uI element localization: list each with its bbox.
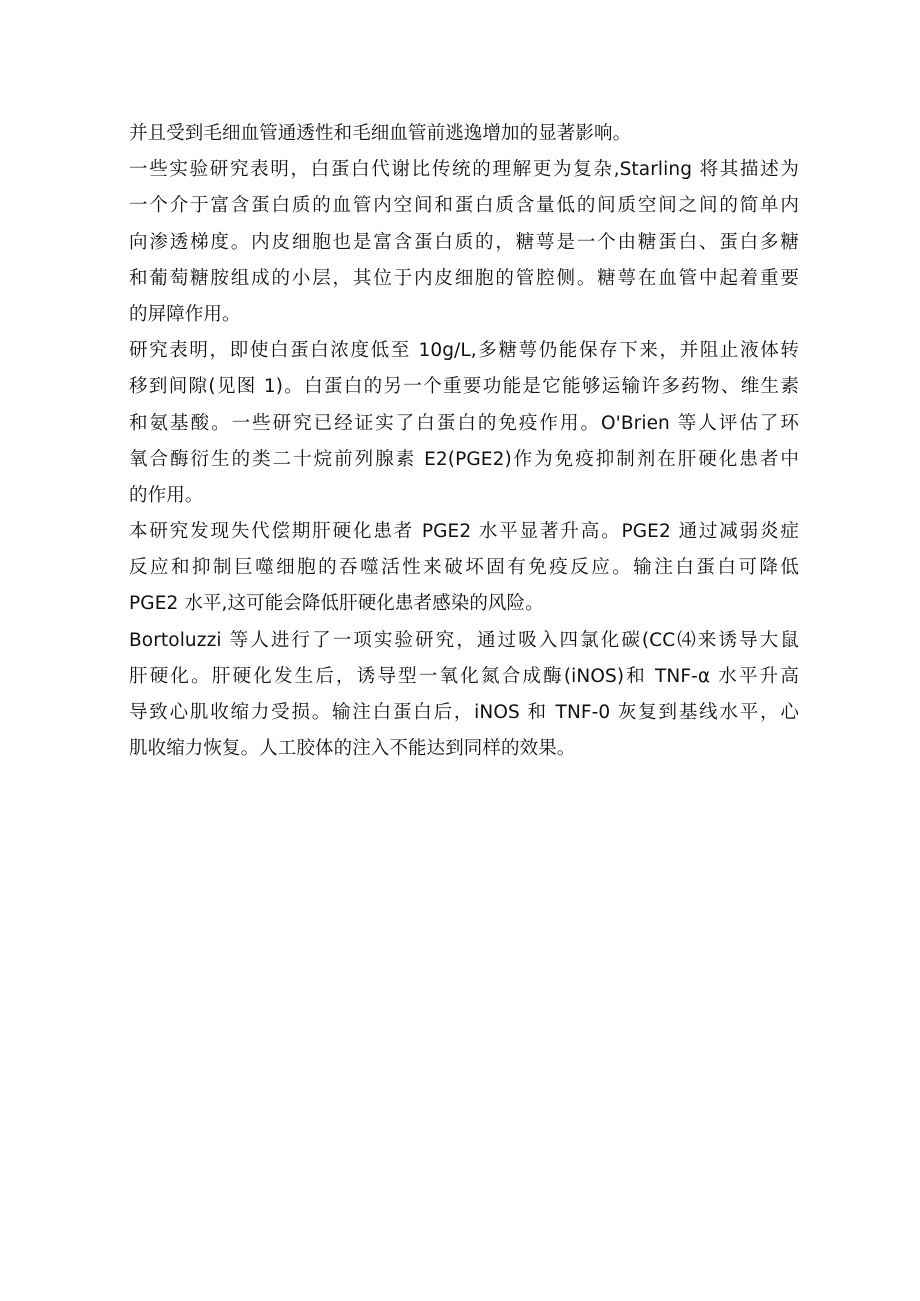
text-line: 氧合酶衍生的类二十烷前列腺素 E2(PGE2)作为免疫抑制剂在肝硬化患者中 — [129, 448, 799, 470]
text-line: 导致心肌收缩力受损。输注白蛋白后，iNOS 和 TNF-0 灰复到基线水平，心 — [129, 702, 799, 723]
text-line: 向渗透梯度。内皮细胞也是富含蛋白质的，糖萼是一个由糖蛋白、蛋白多糖 — [129, 231, 799, 253]
document-body — [129, 116, 799, 767]
text-line: 一些实验研究表明，白蛋白代谢比传统的理解更为复杂,Starling 将其描述为 — [129, 159, 799, 181]
text-line: 肌收缩力恢复。人工胶体的注入不能达到同样的效果。 — [129, 738, 576, 760]
text-line: 肝硬化。肝硬化发生后，诱导型一氧化氮合成酶(iNOS)和 TNF-α 水平升高 — [129, 665, 799, 687]
text-line: 并且受到毛细血管通透性和毛细血管前逃逸增加的显著影响。 — [129, 123, 632, 144]
text-line: PGE2 水平,这可能会降低肝硬化患者感染的风险。 — [129, 593, 544, 615]
text-line: 反应和抑制巨噬细胞的吞噬活性来破坏固有免疫反应。输注白蛋白可降低 — [129, 557, 799, 579]
text-line: 研究表明，即使白蛋白浓度低至 10g/L,多糖萼仍能保存下来，并阻止液体转 — [129, 340, 799, 362]
text-line: 的屏障作用。 — [129, 303, 241, 325]
text-line: Bortoluzzi 等人进行了一项实验研究，通过吸入四氯化碳(CC⑷来诱导大鼠 — [129, 629, 799, 651]
text-line: 和葡萄糖胺组成的小层，其位于内皮细胞的管腔侧。糖萼在血管中起着重要 — [129, 267, 799, 289]
text-line: 的作用。 — [129, 484, 204, 506]
text-line: 一个介于富含蛋白质的血管内空间和蛋白质含量低的间质空间之间的简单内 — [129, 195, 799, 217]
text-line: 和氨基酸。一些研究已经证实了白蛋白的免疫作用。O'Brien 等人评估了环 — [129, 412, 799, 434]
text-line: 本研究发现失代偿期肝硬化患者 PGE2 水平显著升高。PGE2 通过减弱炎症 — [129, 521, 799, 543]
text-line: 移到间隙(见图 1)。白蛋白的另一个重要功能是它能够运输许多药物、维生素 — [129, 376, 799, 398]
